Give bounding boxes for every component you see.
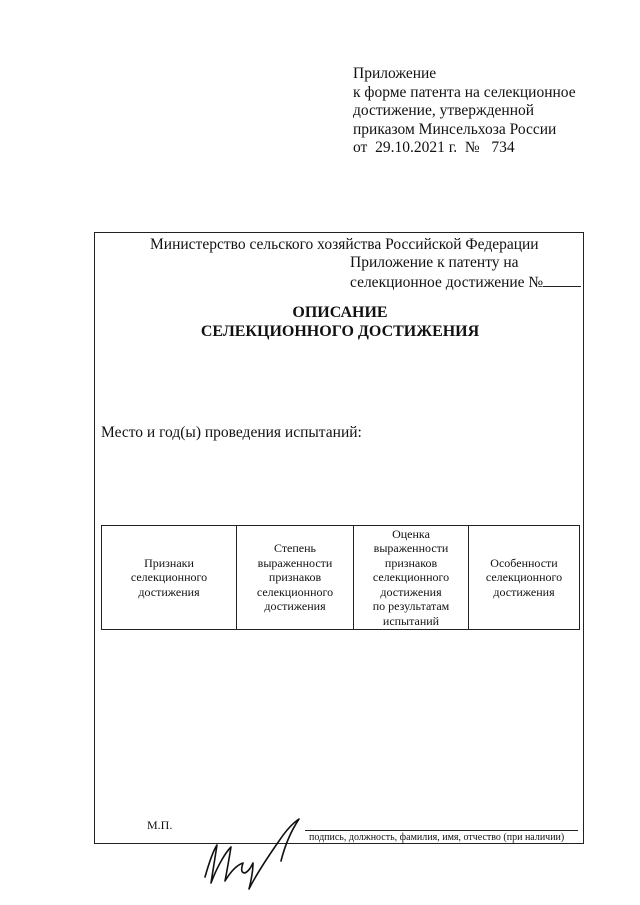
patent-annex-line-1: Приложение к патенту на (350, 254, 519, 271)
cell-line: селекционного (485, 570, 563, 585)
cell-line: Признаки (144, 555, 194, 570)
place-and-years-label: Место и год(ы) проведения испытаний: (101, 424, 362, 441)
cell-line: Степень (273, 541, 317, 556)
cell-line: селекционного (130, 570, 208, 585)
header-cell-assessment (354, 526, 469, 630)
cell-line: достижения (264, 599, 326, 614)
cell-line: по результатам (372, 599, 450, 614)
cell-line: выраженности (373, 541, 449, 556)
handwritten-signature (195, 815, 310, 895)
annex-line-1: Приложение (353, 65, 437, 82)
cell-line: достижения (380, 584, 442, 599)
header-cell-traits (102, 526, 237, 630)
table-header-row (102, 526, 580, 630)
cell-line: достижения (138, 584, 200, 599)
annex-line-3: достижение, утвержденной (353, 102, 535, 119)
traits-table (101, 525, 580, 630)
cell-line: Особенности (490, 555, 558, 570)
annex-line-2: к форме патента на селекционное (353, 83, 576, 101)
signature-line (305, 830, 578, 831)
title-line-2: СЕЛЕКЦИОННОГО ДОСТИЖЕНИЯ (200, 323, 480, 340)
form-frame (94, 232, 584, 844)
cell-line: селекционного (372, 570, 450, 585)
annex-line-5: от 29.10.2021 г. № 734 (353, 139, 515, 156)
cell-line: селекционного (256, 584, 334, 599)
ministry-name: Министерство сельского хозяйства Российской Федерации (150, 236, 539, 253)
patent-annex (350, 253, 581, 292)
cell-line: признаков (384, 555, 438, 570)
cell-line: Оценка (392, 526, 430, 541)
cell-line: достижения (493, 584, 555, 599)
annex-line-4: приказом Минсельхоза России (353, 120, 557, 138)
patent-number-blank (543, 272, 581, 287)
order-annex-header (353, 65, 576, 158)
stamp-place-label: М.П. (147, 818, 173, 832)
document-title (95, 303, 585, 341)
cell-line: испытаний (382, 613, 440, 628)
title-line-1: ОПИСАНИЕ (292, 304, 388, 321)
signature-caption: подпись, должность, фамилия, имя, отчество (при наличии) (309, 832, 565, 843)
patent-annex-line-2-text: селекционное достижение № (350, 274, 544, 291)
cell-line: выраженности (257, 555, 333, 570)
patent-annex-line-2 (350, 272, 581, 292)
header-cell-features (469, 526, 580, 630)
cell-line: признаков (268, 570, 322, 585)
header-cell-degree (237, 526, 354, 630)
